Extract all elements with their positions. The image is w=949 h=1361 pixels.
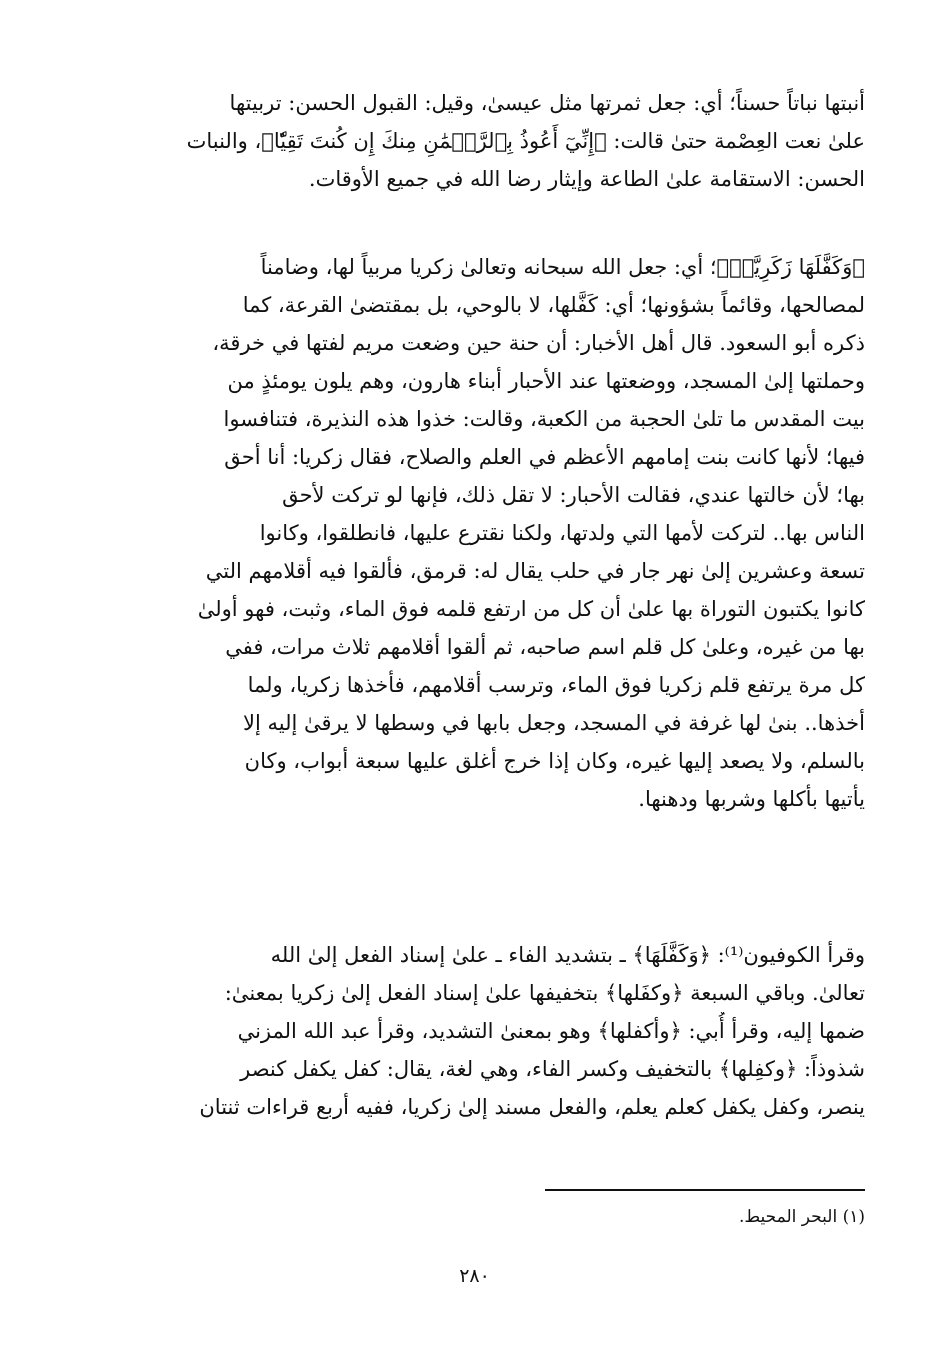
text-line: وحملتها إلىٰ المسجد، ووضعتها عند الأحبار أبناء هارون، وهم يلون يومئذٍ من [227,369,865,393]
text-line: أنبتها نباتاً حسناً؛ أي: جعل ثمرتها مثل عيسىٰ، وقيل: القبول الحسن: تربيتها [229,91,865,115]
text-line: الحسن: الاستقامة علىٰ الطاعة وإيثار رضا الله في جميع الأوقات. [308,167,865,191]
page-number: ٢٨٠ [459,1265,490,1287]
text-line: علىٰ نعت العِصْمة حتىٰ قالت: ﴿إِنِّيٓ أَعُوذُ بِٱلرَّحۡمَٰنِ مِنكَ إِن كُنتَ تَقِيّٗا﴾، والنبات [186,129,865,153]
text-line: وقرأ الكوفيون⁽¹⁾: ﴿وَكَفَّلَهَا﴾ ـ بتشديد الفاء ـ علىٰ إسناد الفعل إلىٰ الله [270,943,865,967]
text-line: تسعة وعشرين إلىٰ نهر جار في حلب يقال له: قرمق، فألقوا فيه أقلامهم التي [205,559,865,583]
paragraph-1 [95,84,865,198]
text-line: يأتيها بأكلها وشربها ودهنها. [638,787,865,811]
text-line: بيت المقدس ما تلىٰ الحجبة من الكعبة، وقالت: خذوا هذه النذيرة، فتنافسوا [223,407,865,431]
text-line: الناس بها.. لتركت لأمها التي ولدتها، ولكنا نقترع عليها، فانطلقوا، وكانوا [259,521,865,545]
text-line: فيها؛ لأنها كانت بنت إمامهم الأعظم في العلم والصلاح، فقال زكريا: أنا أحق [224,445,865,469]
text-line: بها؛ لأن خالتها عندي، فقالت الأحبار: لا تقل ذلك، فإنها لو تركت لأحق [282,483,865,507]
text-line: بها من غيره، وعلىٰ كل قلم اسم صاحبه، ثم ألقوا أقلامهم ثلاث مرات، ففي [225,635,865,659]
text-line: شذوذاً: ﴿وكفِلها﴾ بالتخفيف وكسر الفاء، وهي لغة، يقال: كفل يكفل كنصر [240,1057,865,1081]
text-line: لمصالحها، وقائماً بشؤونها؛ أي: كَفَّلها، لا بالوحي، بل بمقتضىٰ القرعة، كما [242,293,865,317]
text-line: ﴿وَكَفَّلَهَا زَكَرِيَّاۖ﴾؛ أي: جعل الله سبحانه وتعالىٰ زكريا مربياً لها، وضامناً [260,255,865,279]
text-line: كانوا يكتبون التوراة بها علىٰ أن كل من ارتفع قلمه فوق الماء، وثبت، فهو أولىٰ [197,597,865,621]
text-line: كل مرة يرتفع قلم زكريا فوق الماء، وترسب أقلامهم، فأخذها زكريا، ولما [247,673,865,697]
paragraph-3 [95,936,865,1126]
text-line: بالسلم، ولا يصعد إليها غيره، وكان إذا خرج أغلق عليها سبعة أبواب، وكان [244,749,865,773]
footnote-divider [545,1189,865,1191]
footnote: (١) البحر المحيط. [739,1207,865,1227]
text-line: تعالىٰ. وباقي السبعة ﴿وكفَلها﴾ بتخفيفها علىٰ إسناد الفعل إلىٰ زكريا بمعنىٰ: [224,981,865,1005]
text-line: أخذها.. بنىٰ لها غرفة في المسجد، وجعل بابها في وسطها لا يرقىٰ إليه إلا [243,711,865,735]
paragraph-2 [95,248,865,818]
text-line: ذكره أبو السعود. قال أهل الأخبار: أن حنة حين وضعت مريم لفتها في خرقة، [212,331,865,355]
text-line: ضمها إليه، وقرأ أُبي: ﴿وأكفلها﴾ وهو بمعنىٰ التشديد، وقرأ عبد الله المزني [237,1019,865,1043]
text-line: ينصر، وكفل يكفل كعلم يعلم، والفعل مسند إلىٰ زكريا، ففيه أربع قراءات ثنتان [199,1095,865,1119]
